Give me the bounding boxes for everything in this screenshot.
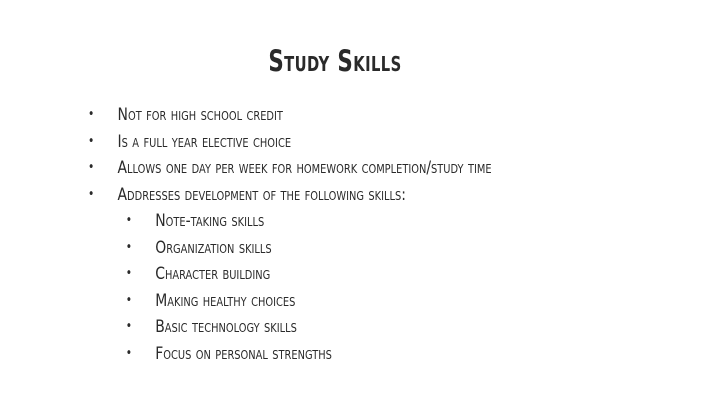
bullet-dot-icon: •: [125, 319, 133, 334]
bullet-dot-icon: •: [125, 292, 133, 308]
bullet-dot-icon: •: [125, 266, 133, 281]
slide-title: Study Skills: [268, 44, 402, 78]
bullet-dot-icon: •: [125, 213, 133, 228]
bullet-item: [88, 129, 492, 156]
bullet-text: Focus on personal strengths: [155, 343, 332, 364]
bullet-list: [88, 102, 580, 367]
bullet-item: [88, 102, 492, 129]
bullet-dot-icon: •: [88, 133, 95, 149]
sub-bullet-item: [88, 261, 492, 288]
bullet-text: Note-taking skills: [155, 211, 265, 231]
bullet-item: [88, 155, 492, 182]
bullet-text: Addresses development of the following skills:: [117, 184, 406, 205]
sub-bullet-item: [88, 314, 492, 341]
bullet-text: Not for high school credit: [117, 105, 283, 125]
bullet-dot-icon: •: [88, 160, 95, 175]
bullet-text: Making healthy choices: [155, 290, 296, 311]
sub-bullet-item: [88, 235, 492, 262]
bullet-text: Is a full year elective choice: [117, 131, 292, 152]
bullet-dot-icon: •: [125, 345, 133, 361]
bullet-text: Allows one day per week for homework completion/study time: [117, 158, 492, 178]
bullet-item: [88, 182, 492, 209]
bullet-text: Basic technology skills: [155, 317, 297, 337]
sub-bullet-item: [88, 341, 492, 368]
bullet-text: Organization skills: [155, 237, 272, 258]
sub-bullet-item: [88, 208, 492, 235]
bullet-dot-icon: •: [125, 239, 133, 255]
bullet-text: Character building: [155, 264, 271, 284]
sub-bullet-item: [88, 288, 492, 315]
bullet-dot-icon: •: [88, 107, 95, 122]
bullet-dot-icon: •: [88, 186, 95, 202]
